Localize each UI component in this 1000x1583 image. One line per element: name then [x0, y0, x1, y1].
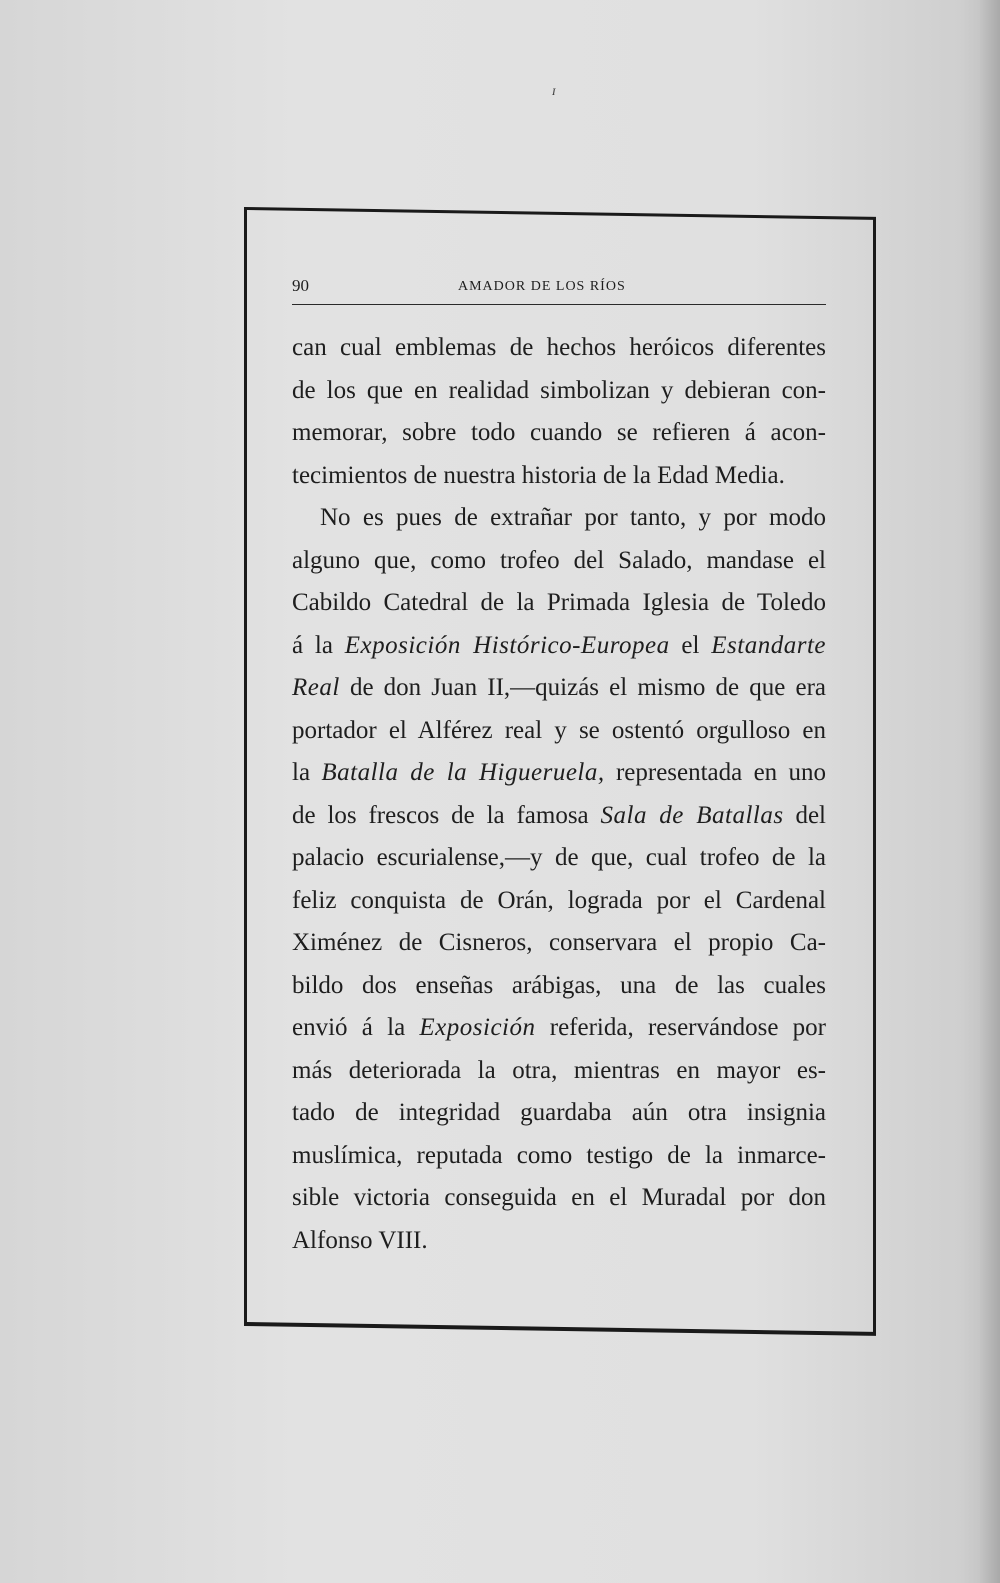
- ink-mark: ɪ: [552, 84, 556, 99]
- text-run: tado de integridad guardaba aún otra insignia: [292, 1099, 826, 1126]
- italic-text: Batalla de la Higueruela,: [321, 759, 605, 786]
- text-line: [292, 837, 826, 880]
- text-line: [292, 412, 826, 455]
- text-line: [292, 1135, 826, 1178]
- page-text-block: [292, 270, 826, 1262]
- text-run: de don Juan II,—quizás el mismo de que era: [339, 674, 826, 701]
- text-run: Alfonso VIII.: [292, 1226, 428, 1254]
- text-line: [292, 370, 826, 413]
- text-line: [292, 752, 826, 795]
- text-run: feliz conquista de Orán, lograda por el Cardenal: [292, 886, 826, 914]
- text-run: de los que en realidad simbolizan y debieran con-: [292, 376, 826, 404]
- text-run: del: [783, 801, 827, 829]
- text-run: referida, reservándose por: [535, 1014, 826, 1041]
- text-line: [292, 1177, 826, 1220]
- text-line: [292, 1092, 826, 1135]
- text-line: [292, 922, 826, 965]
- page-number: 90: [292, 276, 309, 295]
- text-line: [292, 1220, 826, 1263]
- text-run: memorar, sobre todo cuando se refieren á acon-: [292, 419, 826, 446]
- text-run: No es pues de extrañar por tanto, y por modo: [320, 504, 826, 531]
- text-run: can cual emblemas de hechos heróicos diferentes: [292, 334, 826, 361]
- text-run: palacio escurialense,—y de que, cual trofeo de la: [292, 844, 826, 871]
- text-run: á la: [292, 631, 345, 659]
- italic-text: Real: [292, 674, 340, 701]
- text-run: envió á la: [292, 1014, 420, 1041]
- body-text: [292, 327, 826, 1262]
- text-run: la: [292, 759, 322, 786]
- text-run: alguno que, como trofeo del Salado, mandase el: [292, 546, 826, 574]
- italic-text: Exposición Histórico-Europea: [344, 631, 670, 659]
- page-edge: [980, 0, 1000, 1583]
- text-run: bildo dos enseñas arábigas, una de las cuales: [292, 971, 826, 999]
- text-run: representada en uno: [604, 759, 826, 786]
- text-line: [292, 710, 826, 753]
- text-line: [292, 667, 826, 710]
- text-line: [292, 540, 826, 583]
- text-line: [292, 497, 826, 540]
- text-run: muslímica, reputada como testigo de la inmarce-: [292, 1141, 826, 1169]
- text-run: Ximénez de Cisneros, conservara el propio Ca-: [292, 929, 826, 956]
- text-run: el: [669, 631, 712, 659]
- text-line: [292, 327, 826, 370]
- running-head-title: AMADOR DE LOS RÍOS: [458, 279, 626, 294]
- text-line: [292, 795, 826, 838]
- text-line: [292, 1007, 826, 1050]
- text-run: Cabildo Catedral de la Primada Iglesia de Toledo: [292, 589, 826, 616]
- text-run: de los frescos de la famosa: [292, 801, 601, 829]
- text-line: [292, 455, 826, 498]
- italic-text: Exposición: [419, 1014, 536, 1041]
- text-line: [292, 965, 826, 1008]
- text-run: tecimientos de nuestra historia de la Edad Media.: [292, 461, 785, 489]
- italic-text: Sala de Batallas: [600, 801, 784, 829]
- text-line: [292, 625, 826, 668]
- text-run: sible victoria conseguida en el Muradal por don: [292, 1184, 826, 1211]
- text-line: [292, 1050, 826, 1093]
- running-head: [292, 270, 826, 305]
- text-run: portador el Alférez real y se ostentó orgulloso en: [292, 716, 826, 744]
- text-line: [292, 880, 826, 923]
- text-run: más deteriorada la otra, mientras en mayor es-: [292, 1056, 826, 1084]
- italic-text: Estandarte: [711, 631, 826, 659]
- text-line: [292, 582, 826, 625]
